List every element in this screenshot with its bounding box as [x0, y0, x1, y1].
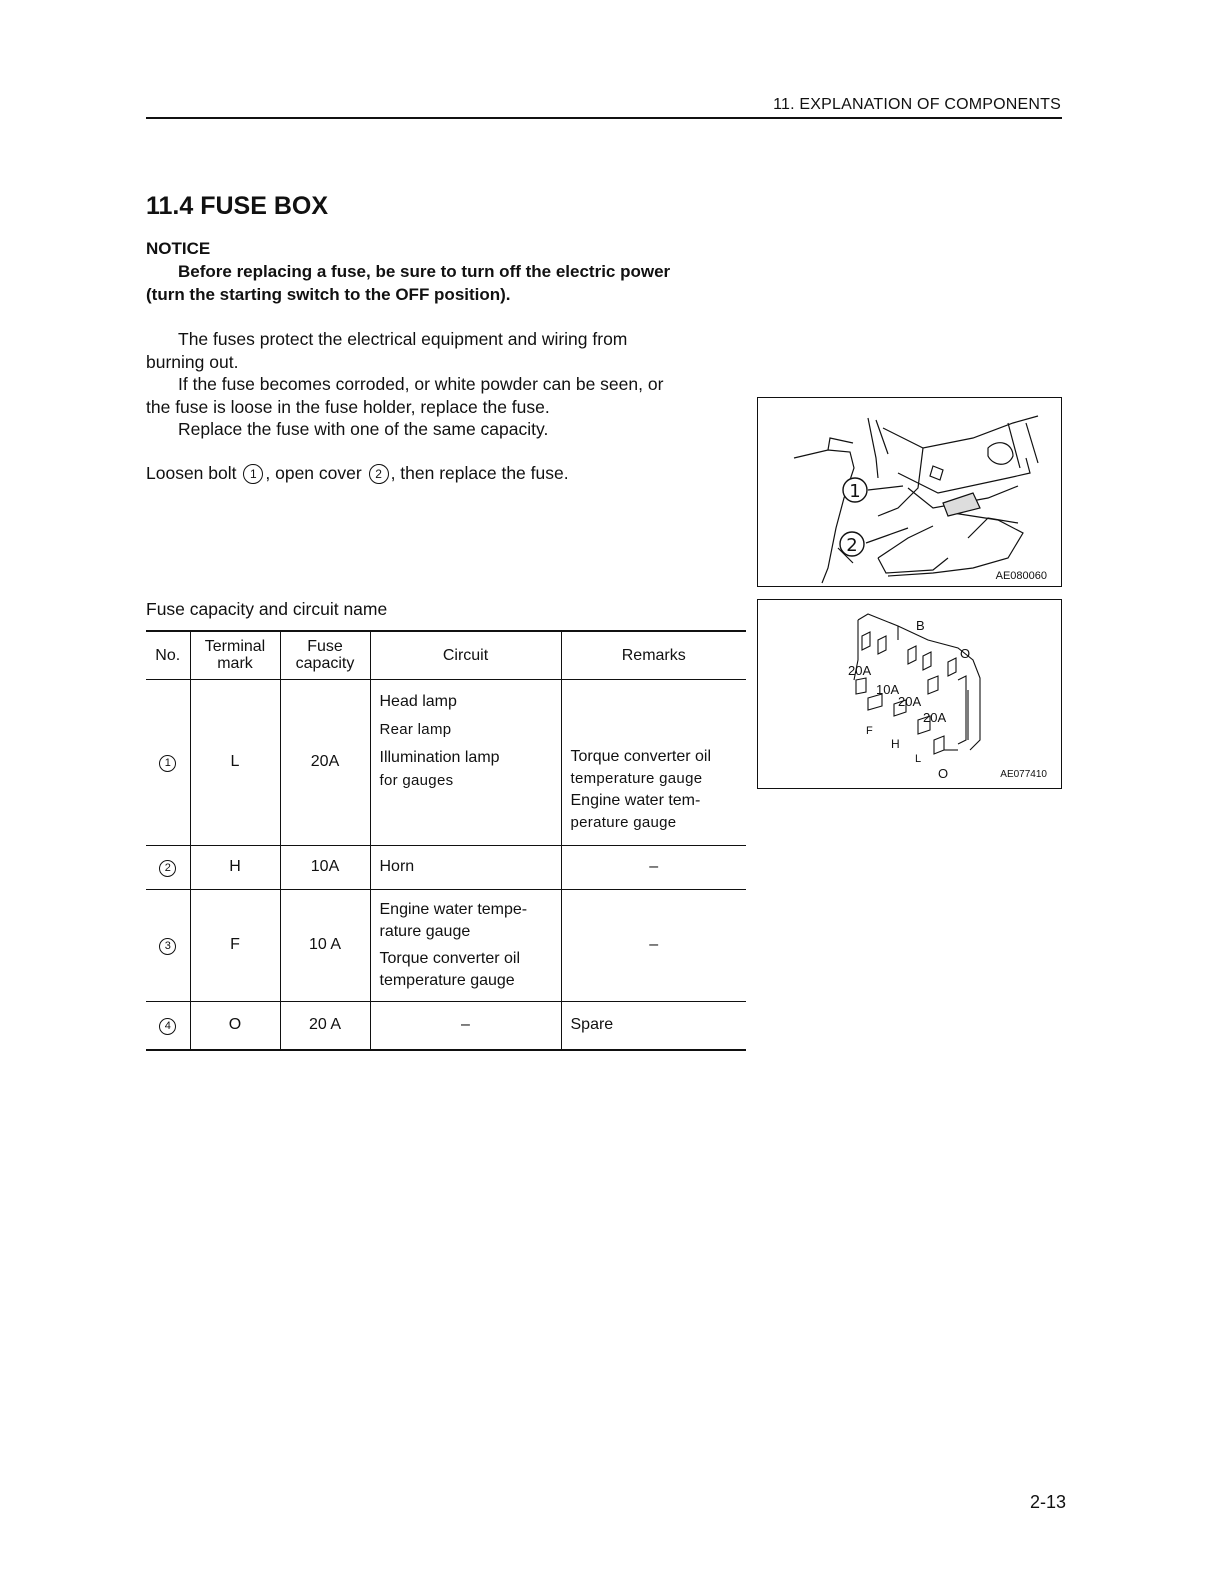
capacity-cell: 10 A — [280, 889, 370, 1001]
notice-text-line-2: (turn the starting switch to the OFF position). — [146, 285, 511, 304]
paragraph-4-post: , then replace the fuse. — [390, 463, 569, 483]
header-terminal-line2: mark — [217, 655, 253, 673]
table-caption: Fuse capacity and circuit name — [146, 599, 388, 619]
notice-label: NOTICE — [146, 239, 211, 258]
capacity-cell: 20 A — [280, 1001, 370, 1050]
terminal-f-label: F — [866, 725, 873, 737]
circuit-line: Torque converter oil — [379, 949, 521, 967]
circuit-cell: Horn — [370, 845, 561, 889]
capacity-cell: 20A — [280, 679, 370, 845]
header-no: No. — [155, 646, 181, 664]
circuit-line: Illumination lamp — [379, 749, 500, 766]
capacity-cell: 10A — [280, 845, 370, 889]
circuit-cell: – — [370, 1001, 561, 1050]
header-fuse — [280, 631, 370, 679]
circuit-line: Rear lamp — [379, 721, 452, 738]
terminal-b-label: B — [916, 618, 925, 633]
circuit-cell — [370, 889, 561, 1001]
cover-callout-number: 2 — [369, 464, 389, 484]
circuit-line: rature gauge — [379, 922, 471, 940]
paragraph-4-pre: Loosen bolt — [146, 463, 237, 483]
fuse-20a-right-label: 20A — [923, 710, 947, 725]
remarks-cell: Spare — [561, 1001, 746, 1050]
row-number-cell — [146, 1001, 190, 1050]
section-title: 11.4 FUSE BOX — [146, 192, 329, 220]
header-remarks: Remarks — [561, 631, 746, 679]
terminal-cell: F — [190, 889, 280, 1001]
table-header-row — [146, 631, 746, 679]
circuit-line: Head lamp — [379, 693, 457, 710]
row-number: 4 — [159, 1018, 176, 1035]
circuit-line: temperature gauge — [379, 971, 515, 989]
row-number-cell — [146, 889, 190, 1001]
figure-1-code: AE080060 — [995, 570, 1047, 582]
table-row — [146, 889, 746, 1001]
circuit-line: Engine water tempe- — [379, 900, 528, 918]
terminal-l-label: L — [915, 753, 922, 765]
remarks-cell: – — [561, 889, 746, 1001]
fuse-box-location-figure — [757, 397, 1062, 587]
remarks-cell — [561, 679, 746, 845]
header-fuse-line2: capacity — [295, 655, 355, 673]
row-number: 2 — [159, 860, 176, 877]
circuit-line: for gauges — [379, 772, 454, 789]
remarks-line: perature gauge — [570, 814, 677, 831]
figure-callout-1: 1 — [849, 481, 861, 502]
row-number-cell — [146, 679, 190, 845]
notice-text-line-1: Before replacing a fuse, be sure to turn off the electric power — [178, 262, 671, 281]
header-fuse-line1: Fuse — [307, 638, 343, 656]
paragraph-4 — [146, 462, 569, 484]
row-number: 1 — [159, 755, 176, 772]
paragraph-1-line-2: burning out. — [146, 352, 239, 372]
fuse-20a-left-label: 20A — [848, 663, 872, 678]
fuse-20a-mid-label: 20A — [898, 694, 922, 709]
paragraph-1-line-1: The fuses protect the electrical equipment and wiring from — [178, 329, 628, 349]
terminal-cell: O — [190, 1001, 280, 1050]
terminal-o-top-label: O — [960, 646, 971, 661]
fuse-10a-label: 10A — [876, 682, 900, 697]
row-number: 3 — [159, 938, 176, 955]
header-terminal — [190, 631, 280, 679]
table-row — [146, 845, 746, 889]
terminal-cell: H — [190, 845, 280, 889]
paragraph-2-line-1: If the fuse becomes corroded, or white powder can be seen, or — [178, 374, 664, 394]
fuse-box-location-drawing — [758, 398, 1061, 586]
table-row — [146, 1001, 746, 1050]
header-rule — [146, 117, 1062, 119]
terminal-cell: L — [190, 679, 280, 845]
paragraph-4-mid: , open cover — [265, 463, 362, 483]
terminal-h-label: H — [891, 737, 900, 751]
row-number-cell — [146, 845, 190, 889]
paragraph-3: Replace the fuse with one of the same capacity. — [178, 419, 549, 439]
circuit-cell — [370, 679, 561, 845]
terminal-o-bottom-label: O — [938, 766, 949, 781]
running-header: 11. EXPLANATION OF COMPONENTS — [773, 96, 1061, 113]
figure-callout-2: 2 — [846, 535, 858, 556]
header-terminal-line1: Terminal — [204, 638, 266, 656]
paragraph-2-line-2: the fuse is loose in the fuse holder, replace the fuse. — [146, 397, 550, 417]
remarks-line: temperature gauge — [570, 770, 703, 787]
figure-2-code: AE077410 — [1000, 769, 1047, 780]
bolt-callout-number: 1 — [243, 464, 263, 484]
fuse-table — [146, 630, 746, 1051]
header-circuit: Circuit — [370, 631, 561, 679]
fuse-layout-drawing — [758, 600, 1061, 788]
table-row — [146, 679, 746, 845]
remarks-line: Engine water tem- — [570, 792, 701, 809]
fuse-layout-figure — [757, 599, 1062, 789]
remarks-cell: – — [561, 845, 746, 889]
remarks-line: Torque converter oil — [570, 748, 712, 765]
page-number: 2-13 — [1029, 1492, 1066, 1512]
